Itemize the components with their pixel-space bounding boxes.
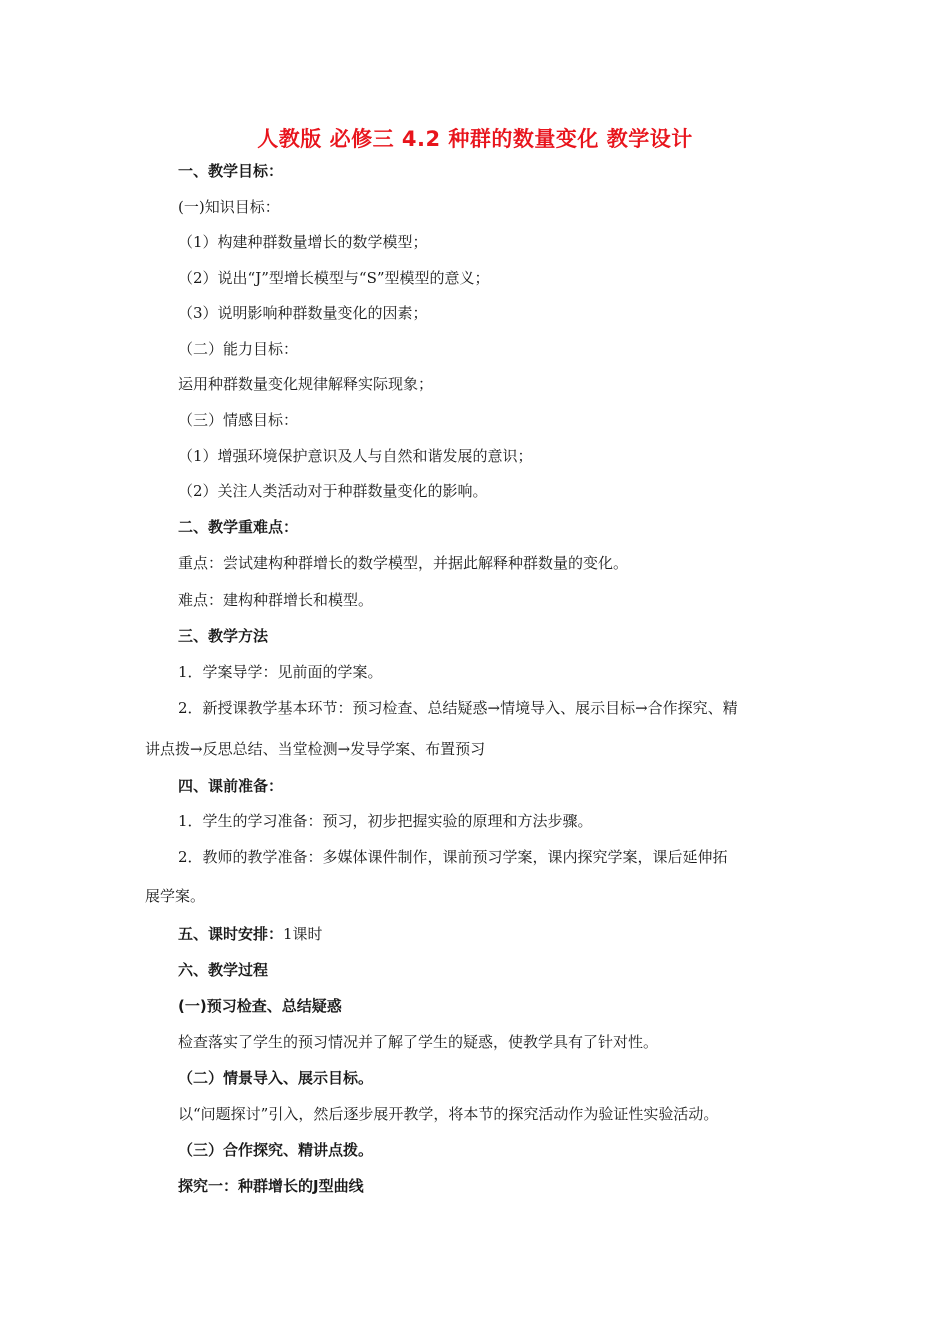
section-heading-objectives: 一、教学目标： [178, 162, 284, 180]
ability-goal-1: 运用种群数量变化规律解释实际现象； [178, 375, 434, 393]
section-heading-schedule: 五、课时安排： [178, 925, 284, 943]
knowledge-goal-1: （1）构建种群数量增长的数学模型； [178, 233, 428, 251]
process-step-2-text: 以“问题探讨”引入，然后逐步展开教学，将本节的探究活动作为验证性实验活动。 [178, 1105, 719, 1123]
section-heading-key-points: 二、教学重难点： [178, 518, 299, 536]
process-step-3-heading: （三）合作探究、精讲点拨。 [178, 1141, 374, 1159]
schedule-value: 1课时 [283, 925, 323, 943]
preparation-1: 1．学生的学习准备：预习，初步把握实验的原理和方法步骤。 [178, 812, 593, 830]
section-heading-methods: 三、教学方法 [178, 627, 269, 645]
emotion-goal-2: （2）关注人类活动对于种群数量变化的影响。 [178, 482, 488, 500]
preparation-2-line-1: 2．教师的教学准备：多媒体课件制作，课前预习学案，课内探究学案，课后延伸拓 [178, 848, 728, 866]
knowledge-goal-3: （3）说明影响种群数量变化的因素； [178, 304, 428, 322]
knowledge-goal-2: （2）说出“J”型增长模型与“S”型模型的意义； [178, 269, 490, 287]
schedule-line [178, 923, 323, 944]
subheading-ability-goals: （二）能力目标： [178, 340, 299, 358]
key-point: 重点：尝试建构种群增长的数学模型，并据此解释种群数量的变化。 [178, 554, 629, 572]
method-1: 1．学案导学：见前面的学案。 [178, 663, 383, 681]
difficult-point: 难点：建构种群增长和模型。 [178, 591, 374, 609]
section-heading-process: 六、教学过程 [178, 961, 269, 979]
exploration-1-heading: 探究一：种群增长的J型曲线 [178, 1177, 364, 1195]
preparation-2-line-2: 展学案。 [145, 887, 206, 905]
method-2-line-1: 2．新授课教学基本环节：预习检查、总结疑惑→情境导入、展示目标→合作探究、精 [178, 699, 738, 717]
process-step-2-heading: （二）情景导入、展示目标。 [178, 1069, 374, 1087]
process-step-1-heading: (一)预习检查、总结疑惑 [178, 997, 342, 1015]
method-2-line-2: 讲点拨→反思总结、当堂检测→发导学案、布置预习 [145, 740, 486, 758]
subheading-emotion-goals: （三）情感目标： [178, 411, 299, 429]
section-heading-preparation: 四、课前准备： [178, 777, 284, 795]
subheading-knowledge-goals: (一)知识目标： [178, 198, 280, 216]
emotion-goal-1: （1）增强环境保护意识及人与自然和谐发展的意识； [178, 447, 533, 465]
process-step-1-text: 检查落实了学生的预习情况并了解了学生的疑惑，使教学具有了针对性。 [178, 1033, 659, 1051]
document-title: 人教版 必修三 4.2 种群的数量变化 教学设计 [257, 127, 693, 151]
